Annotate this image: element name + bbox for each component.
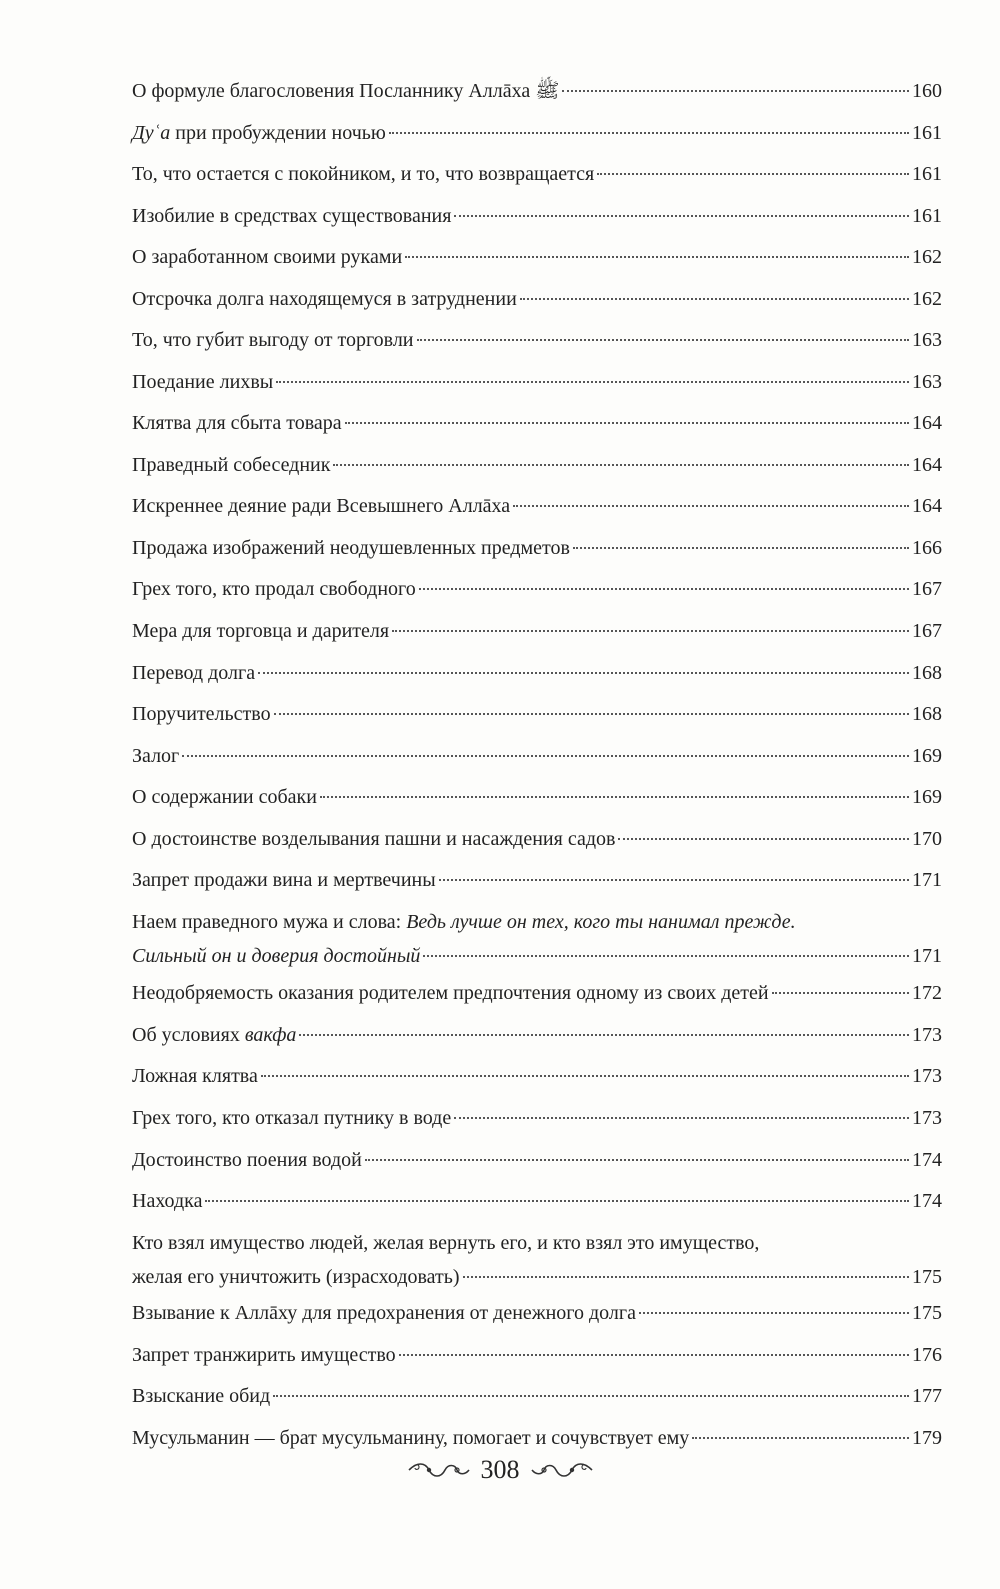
- entry-title: То, что губит выгоду от торговли: [132, 329, 414, 351]
- toc-entry: [132, 1101, 942, 1135]
- toc-entry: [132, 240, 942, 274]
- toc-entry: [132, 572, 942, 606]
- entry-title-italic: вакфа: [244, 1024, 297, 1046]
- toc-entry: [132, 406, 942, 440]
- dot-leader: [405, 255, 909, 258]
- entry-page: 166: [912, 537, 942, 559]
- entry-title: Поедание лихвы: [132, 371, 274, 393]
- dot-leader: [423, 954, 909, 957]
- dot-leader: [299, 1033, 909, 1036]
- toc-entry: [132, 780, 942, 814]
- entry-page: 164: [912, 412, 942, 434]
- toc-entry: [132, 365, 942, 399]
- dot-leader: [276, 380, 909, 383]
- entry-title: Грех того, кто продал свободного: [132, 578, 416, 600]
- entry-title: Грех того, кто отказал путнику в воде: [132, 1107, 452, 1129]
- entry-title: То, что остается с покойником, и то, что возвращается: [132, 163, 595, 185]
- dot-leader: [513, 504, 909, 507]
- toc-entry: [132, 323, 942, 357]
- entry-page: 179: [912, 1427, 942, 1449]
- toc-entry: [132, 116, 942, 150]
- entry-page: 173: [912, 1065, 942, 1087]
- entry-title: Мера для торговца и дарителя: [132, 620, 390, 642]
- entry-page: 172: [912, 982, 942, 1004]
- toc-entry-multiline: [132, 905, 942, 973]
- toc-entry: [132, 614, 942, 648]
- dot-leader: [182, 754, 909, 757]
- toc-entry: [132, 1296, 942, 1330]
- entry-title: при пробуждении ночью: [170, 122, 386, 144]
- dot-leader: [597, 172, 909, 175]
- entry-title: Взыскание обид: [132, 1385, 271, 1407]
- entry-page: 169: [912, 786, 942, 808]
- dot-leader: [365, 1158, 909, 1161]
- entry-page: 167: [912, 620, 942, 642]
- entry-title-italic: Дуʿа: [132, 122, 171, 144]
- entry-title-line2-italic: Сильный он и доверия достойный: [132, 945, 421, 967]
- page-footer: [0, 1455, 1000, 1485]
- dot-leader: [258, 671, 909, 674]
- toc-entry: [132, 157, 942, 191]
- entry-page: 160: [912, 80, 942, 102]
- entry-page: 174: [912, 1149, 942, 1171]
- toc-entry: [132, 1338, 942, 1372]
- toc-entry: [132, 822, 942, 856]
- toc-entry: [132, 448, 942, 482]
- toc-entry: [132, 1059, 942, 1093]
- entry-page: 175: [912, 1266, 942, 1288]
- dot-leader: [573, 546, 909, 549]
- scroll-ornament-icon: [530, 1459, 594, 1481]
- entry-title: Об условиях: [132, 1024, 245, 1046]
- entry-title: Достоинство поения водой: [132, 1149, 362, 1171]
- toc-entry: [132, 1018, 942, 1052]
- entry-title-line1: Кто взял имущество людей, желая вернуть его, и кто взял это имущество,: [132, 1232, 760, 1254]
- entry-title: О формуле благословения Посланнику Аллāха ﷺ: [132, 80, 560, 102]
- entry-title: Поручительство: [132, 703, 271, 725]
- dot-leader: [320, 795, 909, 798]
- entry-page: 176: [912, 1344, 942, 1366]
- toc-entry: [132, 739, 942, 773]
- dot-leader: [772, 991, 909, 994]
- toc-entry: [132, 656, 942, 690]
- dot-leader: [261, 1074, 909, 1077]
- entry-title: Перевод долга: [132, 662, 256, 684]
- entry-title: Мусульманин — брат мусульманину, помогает и сочувствует ему: [132, 1427, 690, 1449]
- entry-title: Запрет транжирить имущество: [132, 1344, 396, 1366]
- entry-page: 169: [912, 745, 942, 767]
- entry-title: Отсрочка долга находящемуся в затруднении: [132, 288, 517, 310]
- entry-page: 161: [912, 163, 942, 185]
- dot-leader: [417, 338, 909, 341]
- toc-entry: [132, 1143, 942, 1177]
- toc-entry: [132, 976, 942, 1010]
- entry-page: 174: [912, 1190, 942, 1212]
- entry-page: 177: [912, 1385, 942, 1407]
- entry-page: 175: [912, 1302, 942, 1324]
- dot-leader: [345, 421, 909, 424]
- entry-title-line1: Наем праведного мужа и слова:: [132, 911, 407, 933]
- dot-leader: [399, 1353, 909, 1356]
- dot-leader: [392, 629, 909, 632]
- toc-entry: [132, 531, 942, 565]
- dot-leader: [389, 131, 909, 134]
- entry-page: 163: [912, 371, 942, 393]
- entry-title: Взывание к Аллāху для предохранения от денежного долга: [132, 1302, 636, 1324]
- entry-title: Находка: [132, 1190, 203, 1212]
- entry-page: 163: [912, 329, 942, 351]
- page-number: 308: [480, 1455, 520, 1484]
- dot-leader: [454, 214, 909, 217]
- entry-title: Праведный собеседник: [132, 454, 331, 476]
- entry-page: 164: [912, 454, 942, 476]
- entry-title: Ложная клятва: [132, 1065, 258, 1087]
- entry-title-line2: желая его уничтожить (израсходовать): [132, 1266, 460, 1288]
- toc-entry-multiline: [132, 1226, 942, 1294]
- entry-page: 161: [912, 205, 942, 227]
- dot-leader: [274, 712, 909, 715]
- entry-page: 162: [912, 246, 942, 268]
- entry-page: 167: [912, 578, 942, 600]
- entry-title: Залог: [132, 745, 180, 767]
- dot-leader: [618, 837, 909, 840]
- toc-entry: [132, 199, 942, 233]
- dot-leader: [463, 1275, 909, 1278]
- toc-entry: [132, 282, 942, 316]
- dot-leader: [520, 297, 909, 300]
- toc-entry: [132, 1379, 942, 1413]
- entry-title: Искреннее деяние ради Всевышнего Аллāха: [132, 495, 511, 517]
- entry-title: О достоинстве возделывания пашни и насаждения садов: [132, 828, 616, 850]
- entry-page: 171: [912, 869, 942, 891]
- entry-title: Запрет продажи вина и мертвечины: [132, 869, 436, 891]
- dot-leader: [419, 587, 909, 590]
- toc-entry: [132, 697, 942, 731]
- entry-page: 171: [912, 945, 942, 967]
- toc-entry: [132, 74, 942, 108]
- entry-title: Неодобряемость оказания родителем предпочтения одному из своих детей: [132, 982, 769, 1004]
- dot-leader: [333, 463, 909, 466]
- dot-leader: [205, 1199, 909, 1202]
- toc-entry: [132, 1421, 942, 1455]
- entry-title: Клятва для сбыта товара: [132, 412, 342, 434]
- entry-page: 168: [912, 703, 942, 725]
- dot-leader: [562, 89, 909, 92]
- entry-title: Изобилие в средствах существования: [132, 205, 452, 227]
- entry-title-line1-italic: Ведь лучше он тех, кого ты нанимал прежде.: [406, 911, 796, 933]
- dot-leader: [273, 1394, 909, 1397]
- entry-page: 164: [912, 495, 942, 517]
- dot-leader: [639, 1311, 909, 1314]
- entry-page: 173: [912, 1107, 942, 1129]
- entry-page: 162: [912, 288, 942, 310]
- scroll-ornament-icon: [407, 1459, 471, 1481]
- entry-page: 170: [912, 828, 942, 850]
- entry-title: О заработанном своими руками: [132, 246, 403, 268]
- entry-page: 173: [912, 1024, 942, 1046]
- dot-leader: [454, 1116, 909, 1119]
- toc-entry: [132, 1184, 942, 1218]
- toc-entry: [132, 489, 942, 523]
- entry-title: О содержании собаки: [132, 786, 317, 808]
- entry-page: 161: [912, 122, 942, 144]
- entry-title: Продажа изображений неодушевленных предметов: [132, 537, 570, 559]
- entry-page: 168: [912, 662, 942, 684]
- toc-entry: [132, 863, 942, 897]
- dot-leader: [692, 1436, 909, 1439]
- dot-leader: [439, 878, 909, 881]
